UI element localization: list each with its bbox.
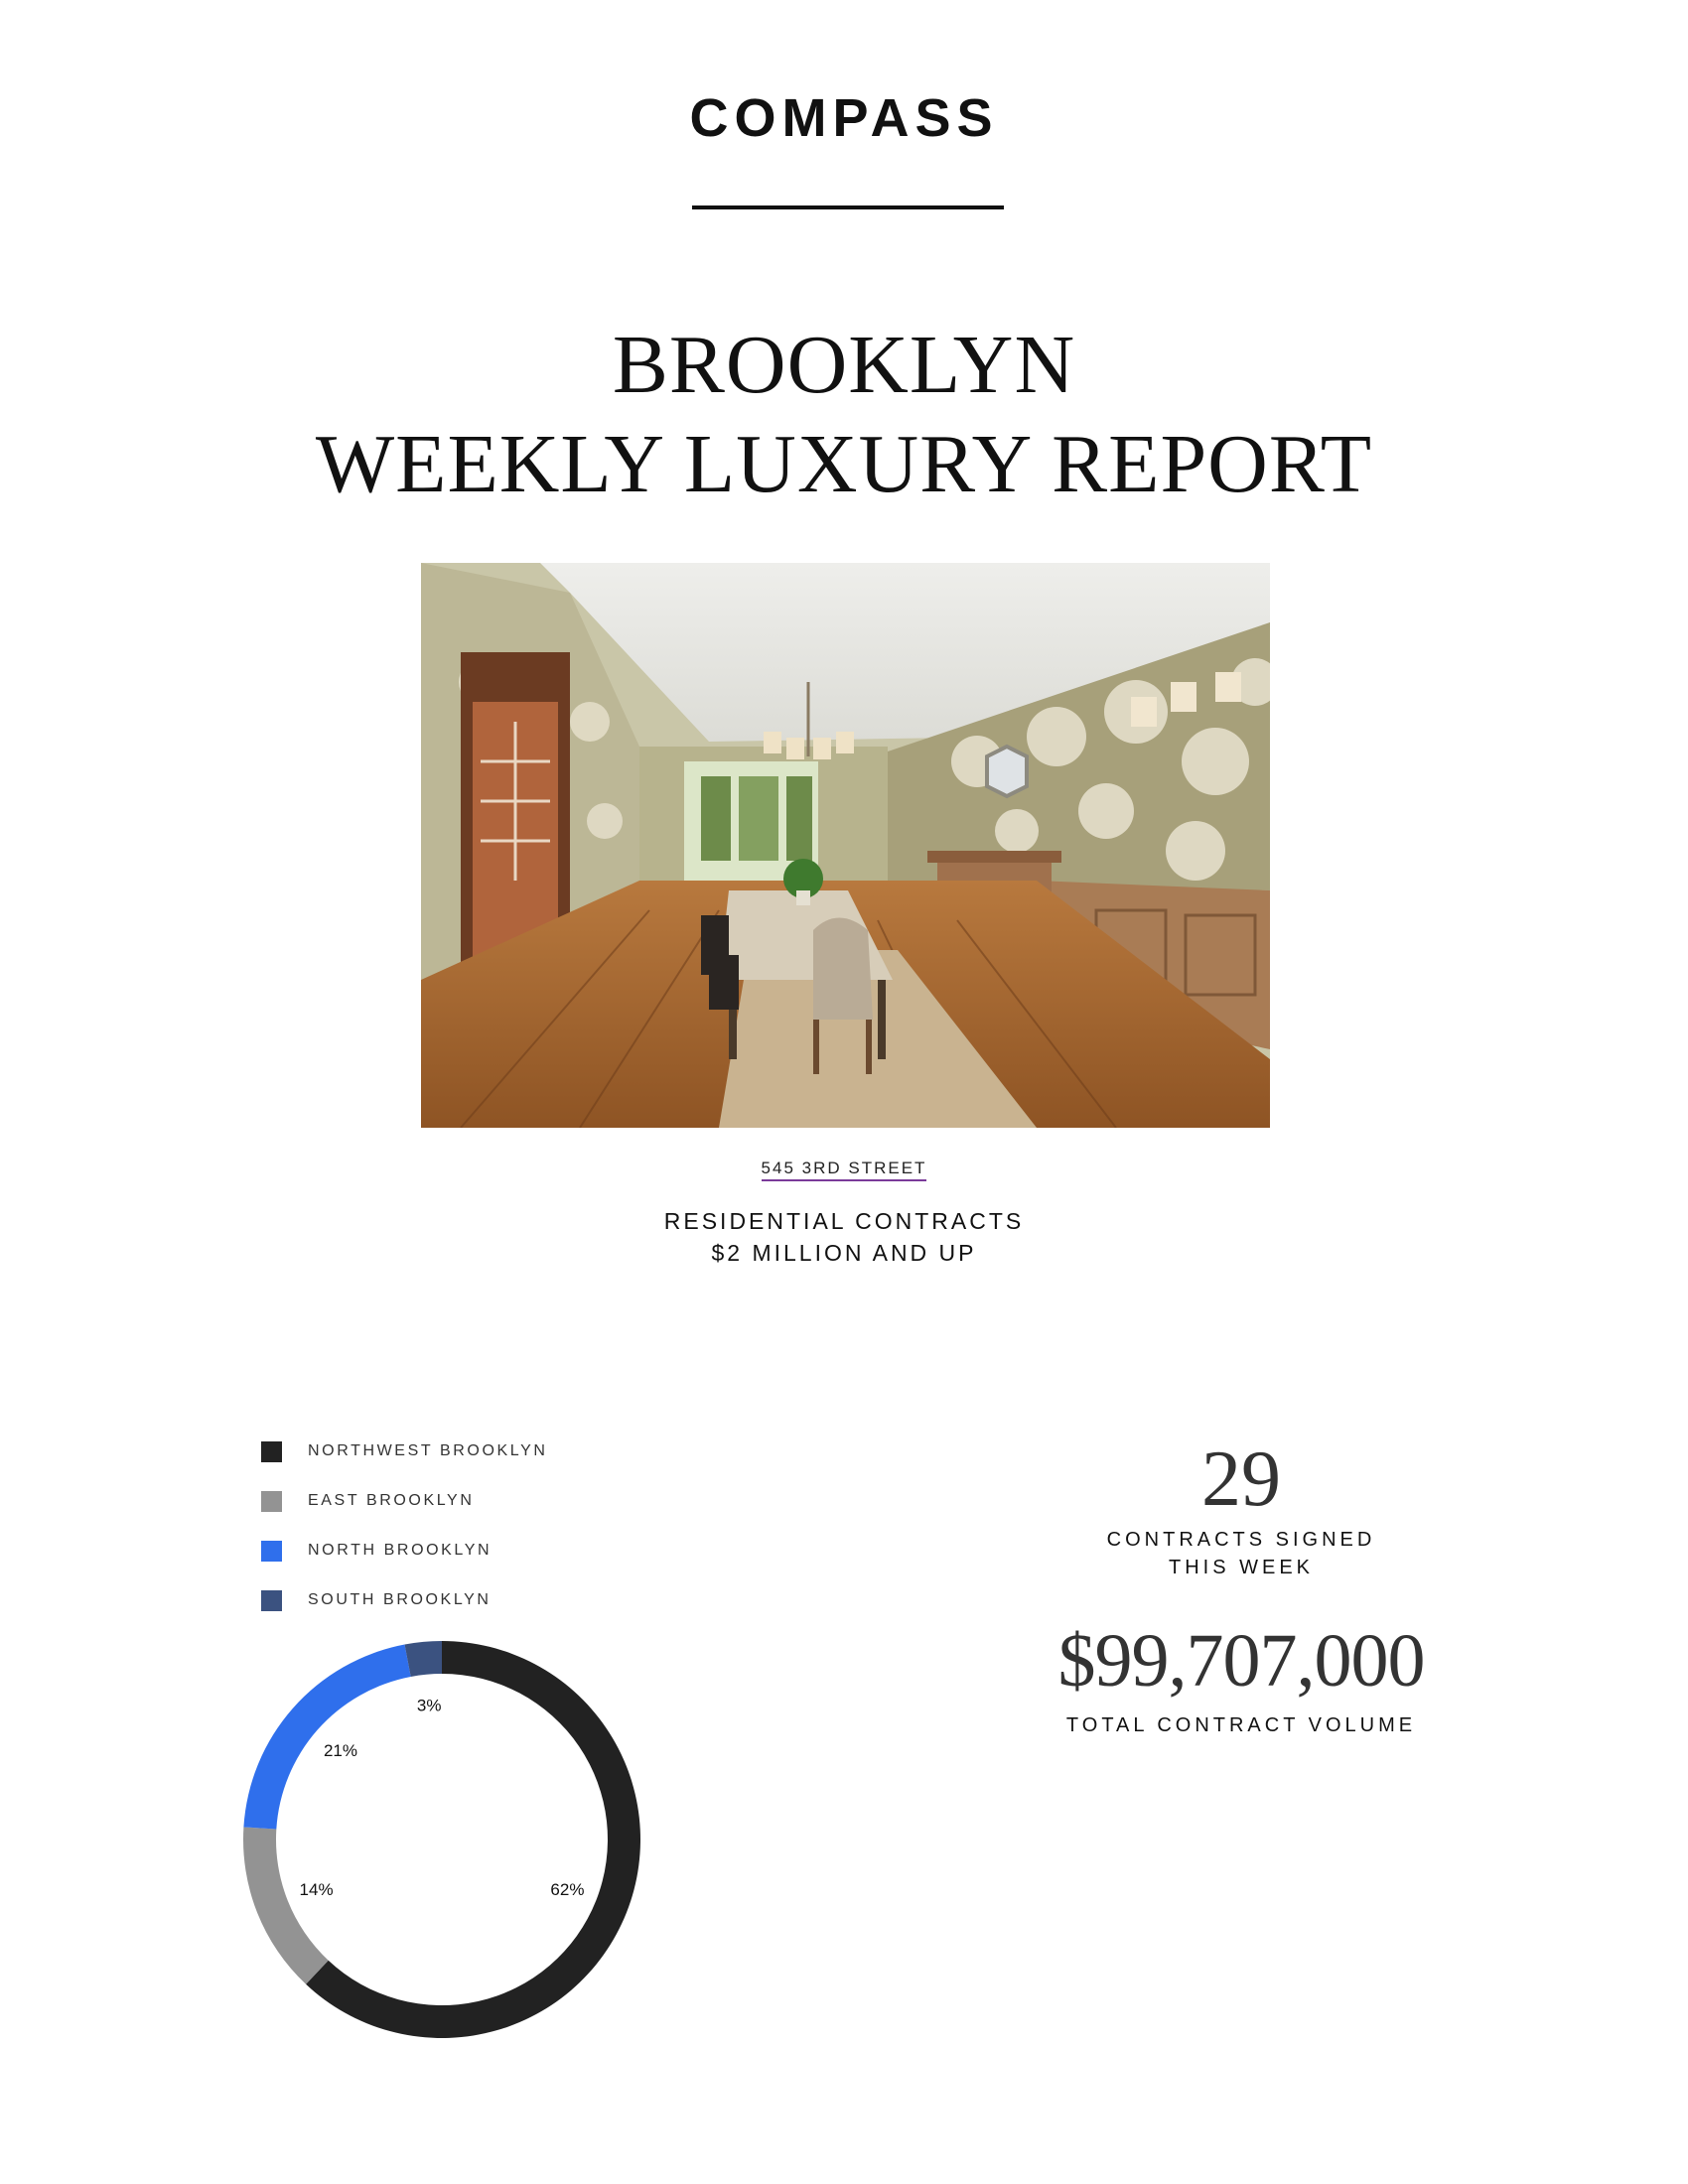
contracts-count: 29: [1201, 1435, 1281, 1523]
donut-label: 3%: [416, 1696, 442, 1715]
contracts-count-label-line-1: CONTRACTS SIGNED: [1106, 1529, 1376, 1551]
contracts-count-label: [993, 1526, 1489, 1581]
report-title-line-2: WEEKLY LUXURY REPORT: [315, 418, 1373, 510]
contract-volume-label: TOTAL CONTRACT VOLUME: [1065, 1714, 1417, 1736]
logo-divider: [692, 205, 1004, 209]
photo-caption[interactable]: [0, 1159, 1688, 1178]
legend-label: SOUTH BROOKLYN: [308, 1591, 492, 1608]
donut-slice-northwest-brooklyn: [306, 1641, 640, 2038]
legend-label: EAST BROOKLYN: [308, 1492, 475, 1509]
donut-slice-south-brooklyn: [405, 1641, 442, 1677]
legend-label: NORTH BROOKLYN: [308, 1542, 492, 1559]
legend-swatch: [261, 1491, 282, 1512]
legend-swatch: [261, 1541, 282, 1562]
contract-volume: $99,707,000: [1057, 1619, 1425, 1703]
legend-label: NORTHWEST BROOKLYN: [308, 1442, 548, 1459]
compass-logo: COMPASS: [689, 88, 999, 148]
legend-swatch: [261, 1441, 282, 1462]
report-subtitle: [0, 1205, 1688, 1269]
report-subtitle-line-2: $2 MILLION AND UP: [711, 1240, 977, 1266]
report-title: [0, 316, 1688, 514]
legend-swatch: [261, 1590, 282, 1611]
donut-slice-north-brooklyn: [243, 1645, 410, 1830]
donut-chart: [238, 1636, 645, 2043]
photo-caption-link[interactable]: 545 3RD STREET: [762, 1159, 927, 1181]
donut-label: 14%: [299, 1880, 334, 1900]
report-title-line-1: BROOKLYN: [612, 319, 1076, 411]
donut-label: 21%: [323, 1741, 358, 1761]
contracts-count-label-line-2: THIS WEEK: [1168, 1557, 1314, 1578]
report-subtitle-line-1: RESIDENTIAL CONTRACTS: [663, 1208, 1025, 1234]
donut-label: 62%: [550, 1880, 585, 1900]
donut-slice-east-brooklyn: [243, 1827, 329, 1983]
property-photo: [421, 563, 1270, 1128]
